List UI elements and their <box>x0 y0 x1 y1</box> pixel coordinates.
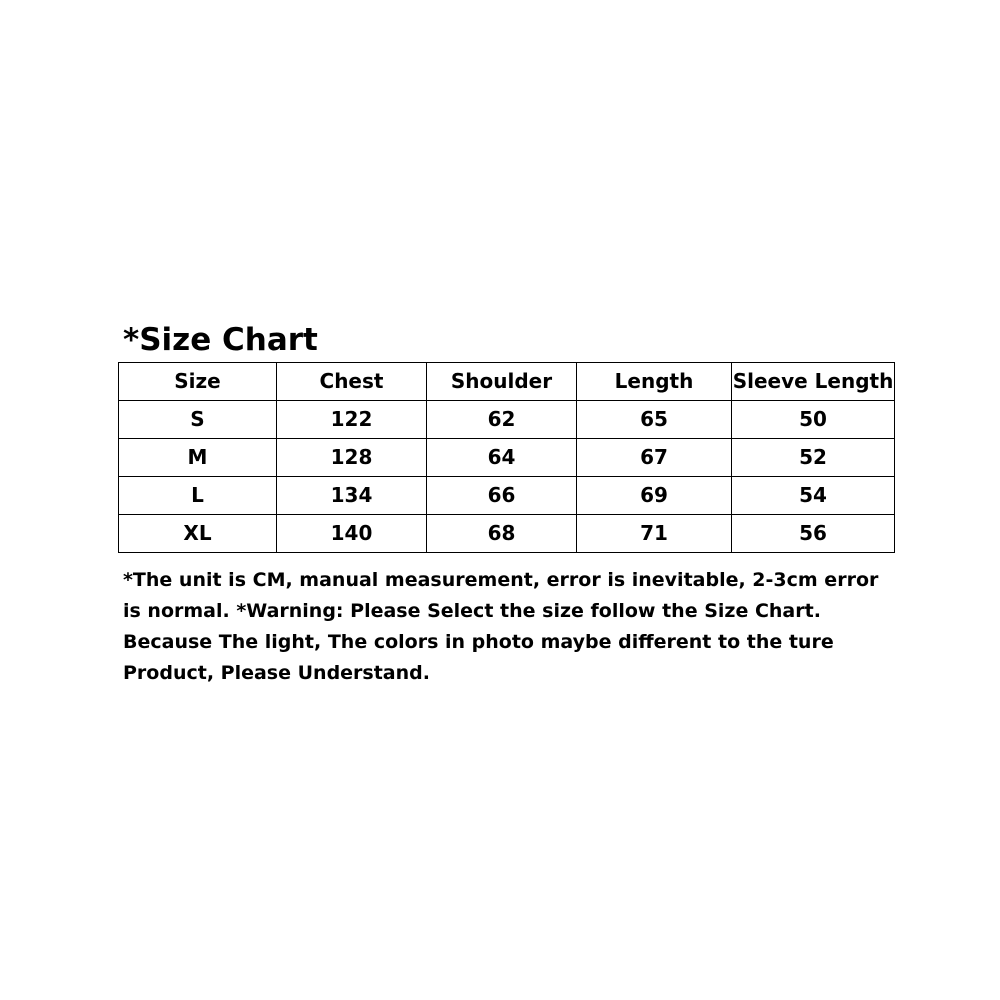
table-cell-size: L <box>119 477 277 515</box>
table-row <box>119 401 895 439</box>
table-cell-size: M <box>119 439 277 477</box>
table-cell-chest: 128 <box>277 439 427 477</box>
table-cell-size: S <box>119 401 277 439</box>
column-header-chest: Chest <box>277 363 427 401</box>
table-cell-length: 69 <box>577 477 732 515</box>
table-cell-sleeve-length: 54 <box>732 477 895 515</box>
table-cell-length: 67 <box>577 439 732 477</box>
table-cell-shoulder: 64 <box>427 439 577 477</box>
column-header-length: Length <box>577 363 732 401</box>
table-cell-length: 71 <box>577 515 732 553</box>
table-cell-size: XL <box>119 515 277 553</box>
size-chart-title: *Size Chart <box>123 322 318 358</box>
column-header-shoulder: Shoulder <box>427 363 577 401</box>
column-header-size: Size <box>119 363 277 401</box>
table-cell-shoulder: 62 <box>427 401 577 439</box>
table-cell-length: 65 <box>577 401 732 439</box>
table-cell-sleeve-length: 52 <box>732 439 895 477</box>
table-cell-sleeve-length: 56 <box>732 515 895 553</box>
table-header-row <box>119 363 895 401</box>
table-cell-chest: 134 <box>277 477 427 515</box>
measurement-note: *The unit is CM, manual measurement, error is inevitable, 2-3cm error is normal. *Warning: Please Select the size follow the Size Chart. Because The light, The colors in photo maybe different to the ture Product, Please Understand. <box>123 569 879 684</box>
table-cell-shoulder: 68 <box>427 515 577 553</box>
column-header-sleeve-length: Sleeve Length <box>732 363 895 401</box>
table-row <box>119 515 895 553</box>
size-table <box>118 362 895 553</box>
table-cell-chest: 140 <box>277 515 427 553</box>
table-cell-shoulder: 66 <box>427 477 577 515</box>
table-cell-sleeve-length: 50 <box>732 401 895 439</box>
table-cell-chest: 122 <box>277 401 427 439</box>
table-row <box>119 439 895 477</box>
table-row <box>119 477 895 515</box>
